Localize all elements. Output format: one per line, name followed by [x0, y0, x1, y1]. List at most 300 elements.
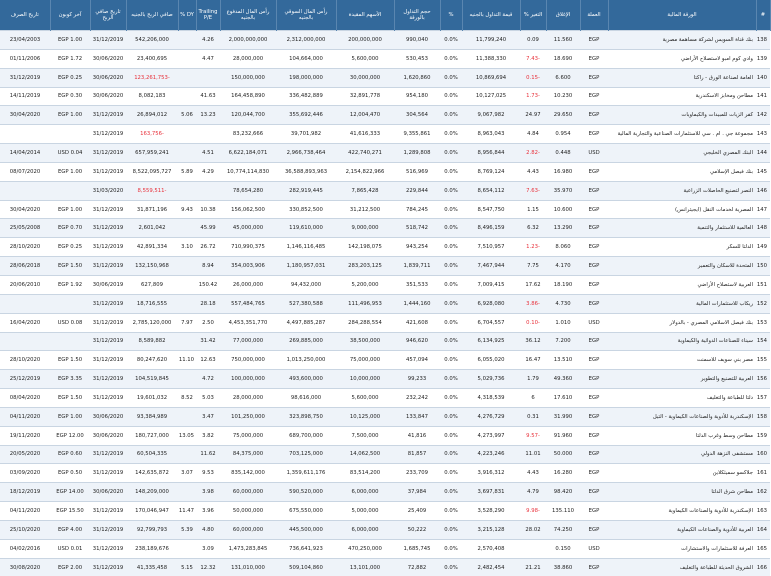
- net-profit-date: 31/12/2019: [90, 294, 126, 313]
- close-price: 13.510: [546, 351, 580, 370]
- dividend-yield: 9.43: [178, 200, 196, 219]
- value-pct: 0.0%: [440, 31, 462, 50]
- net-profit: 60,504,335: [126, 445, 178, 464]
- dividend-yield: [178, 483, 196, 502]
- net-profit-date: 31/12/2019: [90, 257, 126, 276]
- trailing-pe: 3.82: [196, 426, 220, 445]
- listed-shares: 13,101,000: [336, 558, 394, 576]
- row-number: 140: [756, 68, 770, 87]
- security-name[interactable]: مصر بني سويف للاسمنت: [608, 351, 756, 370]
- currency: EGP: [580, 464, 608, 483]
- trailing-pe: [196, 68, 220, 87]
- volume: 99,233: [394, 370, 440, 389]
- net-profit: 170,046,947: [126, 502, 178, 521]
- trailing-pe: 26.72: [196, 238, 220, 257]
- security-name[interactable]: ريكاب للاستثمارات المالية: [608, 294, 756, 313]
- row-number: 149: [756, 238, 770, 257]
- traded-value: 4,276,729: [462, 407, 520, 426]
- traded-value: 4,273,997: [462, 426, 520, 445]
- table-row[interactable]: [0, 257, 770, 276]
- change-pct: 21.21: [520, 558, 546, 576]
- market-cap: 1,359,611,176: [276, 464, 336, 483]
- listed-shares: 5,000,000: [336, 502, 394, 521]
- security-name[interactable]: الإسكندرية للأدوية والصناعات الكيماوية - التيل: [608, 407, 756, 426]
- dividend-yield: [178, 407, 196, 426]
- table-row[interactable]: [0, 219, 770, 238]
- last-coupon: USD 0.08: [50, 313, 90, 332]
- table-header: [0, 0, 770, 31]
- security-name[interactable]: المتحدة للاسكان والتعمير: [608, 257, 756, 276]
- col-dy-header[interactable]: DY %: [178, 0, 196, 31]
- security-name[interactable]: دلتا للطباعة والتغليف: [608, 389, 756, 408]
- col-security-header[interactable]: الورقة المالية: [608, 0, 756, 31]
- paid-capital: 1,473,283,845: [220, 539, 276, 558]
- value-pct: 0.0%: [440, 219, 462, 238]
- listed-shares: 284,288,554: [336, 313, 394, 332]
- trailing-pe: 4.51: [196, 144, 220, 163]
- market-cap: 198,000,000: [276, 68, 336, 87]
- security-name[interactable]: العربية للتصنيع والتطوير: [608, 370, 756, 389]
- security-name[interactable]: النصر لتصنيع الحاصلات الزراعية: [608, 181, 756, 200]
- dividend-yield: [178, 370, 196, 389]
- net-profit-date: 31/12/2019: [90, 520, 126, 539]
- row-number: 146: [756, 181, 770, 200]
- net-profit: -8,559,511: [126, 181, 178, 200]
- table-row[interactable]: [0, 275, 770, 294]
- traded-value: 8,769,124: [462, 162, 520, 181]
- change-pct: -1.73: [520, 87, 546, 106]
- net-profit-date: 31/12/2019: [90, 238, 126, 257]
- market-cap: 323,898,750: [276, 407, 336, 426]
- traded-value: 4,318,539: [462, 389, 520, 408]
- table-row[interactable]: [0, 389, 770, 408]
- volume: 1,839,711: [394, 257, 440, 276]
- change-pct: -7.63: [520, 181, 546, 200]
- value-pct: 0.0%: [440, 313, 462, 332]
- value-pct: 0.0%: [440, 520, 462, 539]
- traded-value: 8,547,750: [462, 200, 520, 219]
- table-row[interactable]: [0, 332, 770, 351]
- trailing-pe: 13.23: [196, 106, 220, 125]
- change-pct: -3.86: [520, 294, 546, 313]
- paid-capital: 710,990,375: [220, 238, 276, 257]
- row-number: 142: [756, 106, 770, 125]
- payment-date: 23/04/2003: [0, 31, 50, 50]
- volume: 232,242: [394, 389, 440, 408]
- paid-capital: 131,010,000: [220, 558, 276, 576]
- security-name[interactable]: العالمية للاستثمار والتنمية: [608, 219, 756, 238]
- paid-capital: 557,484,765: [220, 294, 276, 313]
- table-row[interactable]: [0, 539, 770, 558]
- net-profit: 26,894,012: [126, 106, 178, 125]
- net-profit: 627,809: [126, 275, 178, 294]
- table-row[interactable]: [0, 313, 770, 332]
- col-paid-capital-header[interactable]: رأس المال المدفوع بالجنيه: [220, 0, 276, 31]
- listed-shares: 30,000,000: [336, 68, 394, 87]
- col-change-pct-header[interactable]: التغير %: [520, 0, 546, 31]
- security-name[interactable]: بنك قناة السويس لشركة مساهمة مصرية: [608, 31, 756, 50]
- volume: 946,620: [394, 332, 440, 351]
- traded-value: 7,510,957: [462, 238, 520, 257]
- net-profit-date: 31/12/2019: [90, 144, 126, 163]
- last-coupon: EGP 1.00: [50, 106, 90, 125]
- market-cap: 282,919,445: [276, 181, 336, 200]
- net-profit: 41,335,458: [126, 558, 178, 576]
- value-pct: 0.0%: [440, 389, 462, 408]
- security-name[interactable]: مطاحن ومخابز الاسكندرية: [608, 87, 756, 106]
- listed-shares: 2,154,822,966: [336, 162, 394, 181]
- col-pct-header[interactable]: %: [440, 0, 462, 31]
- net-profit-date: 31/12/2019: [90, 332, 126, 351]
- paid-capital: 835,142,000: [220, 464, 276, 483]
- change-pct: 0.09: [520, 31, 546, 50]
- col-last-coupon-header[interactable]: آخر كوبون: [50, 0, 90, 31]
- trailing-pe: 4.72: [196, 370, 220, 389]
- change-pct: 1.15: [520, 200, 546, 219]
- market-cap: 36,588,893,963: [276, 162, 336, 181]
- dividend-yield: [178, 445, 196, 464]
- net-profit-date: 30/06/2020: [90, 407, 126, 426]
- last-coupon: EGP 1.00: [50, 162, 90, 181]
- payment-date: 16/04/2020: [0, 313, 50, 332]
- table-row[interactable]: [0, 106, 770, 125]
- market-cap: 336,482,889: [276, 87, 336, 106]
- currency: EGP: [580, 275, 608, 294]
- last-coupon: EGP 1.92: [50, 275, 90, 294]
- net-profit-date: 31/12/2019: [90, 125, 126, 144]
- dividend-yield: [178, 181, 196, 200]
- dividend-yield: 3.07: [178, 464, 196, 483]
- close-price: 74.250: [546, 520, 580, 539]
- paid-capital: 101,250,000: [220, 407, 276, 426]
- col-market-cap-header[interactable]: رأس المال السوقي بالجنيه: [276, 0, 336, 31]
- net-profit: 93,384,989: [126, 407, 178, 426]
- payment-date: 25/05/2008: [0, 219, 50, 238]
- col-listed-shares-header[interactable]: الأسهم المقيدة: [336, 0, 394, 31]
- net-profit: 104,519,845: [126, 370, 178, 389]
- traded-value: 7,467,944: [462, 257, 520, 276]
- volume: 25,409: [394, 502, 440, 521]
- close-price: 8.060: [546, 238, 580, 257]
- table-row[interactable]: [0, 520, 770, 539]
- net-profit: 8,522,095,727: [126, 162, 178, 181]
- dividend-yield: [178, 294, 196, 313]
- listed-shares: 5,200,000: [336, 275, 394, 294]
- net-profit: 80,247,620: [126, 351, 178, 370]
- security-name[interactable]: مطاحن وسط وغرب الدلتا: [608, 426, 756, 445]
- close-price: 10.230: [546, 87, 580, 106]
- table-row[interactable]: [0, 68, 770, 87]
- row-number: 162: [756, 483, 770, 502]
- net-profit: 8,589,882: [126, 332, 178, 351]
- dividend-yield: 5.15: [178, 558, 196, 576]
- security-name[interactable]: العربية لاستصلاح الأراضي: [608, 275, 756, 294]
- paid-capital: 28,000,000: [220, 49, 276, 68]
- value-pct: 0.0%: [440, 162, 462, 181]
- col-trailing-pe-header[interactable]: Trailing P/E: [196, 0, 220, 31]
- paid-capital: 84,375,000: [220, 445, 276, 464]
- trailing-pe: 41.63: [196, 87, 220, 106]
- volume: 304,564: [394, 106, 440, 125]
- volume: 421,608: [394, 313, 440, 332]
- volume: 518,742: [394, 219, 440, 238]
- last-coupon: EGP 1.50: [50, 389, 90, 408]
- last-coupon: EGP 2.00: [50, 558, 90, 576]
- col-payment-date-header[interactable]: تاريخ الصرف: [0, 0, 50, 31]
- dividend-yield: [178, 31, 196, 50]
- listed-shares: 5,600,000: [336, 49, 394, 68]
- close-price: 10.600: [546, 200, 580, 219]
- market-cap: 590,520,000: [276, 483, 336, 502]
- currency: EGP: [580, 426, 608, 445]
- value-pct: 0.0%: [440, 351, 462, 370]
- net-profit-date: 31/12/2019: [90, 445, 126, 464]
- col-number-header[interactable]: #: [756, 0, 770, 31]
- traded-value: 10,869,694: [462, 68, 520, 87]
- security-name[interactable]: العامة لصناعة الورق - راكتا: [608, 68, 756, 87]
- table-row[interactable]: [0, 370, 770, 389]
- security-name[interactable]: العربية للأدوية والصناعات الكيماوية: [608, 520, 756, 539]
- table-row[interactable]: [0, 351, 770, 370]
- currency: EGP: [580, 370, 608, 389]
- paid-capital: 4,453,351,770: [220, 313, 276, 332]
- dividend-yield: [178, 49, 196, 68]
- market-cap: 736,641,923: [276, 539, 336, 558]
- col-traded-value-header[interactable]: قيمة التداول بالجنيه: [462, 0, 520, 31]
- close-price: 50.000: [546, 445, 580, 464]
- market-cap: 98,616,000: [276, 389, 336, 408]
- volume: 1,685,745: [394, 539, 440, 558]
- change-pct: 11.01: [520, 445, 546, 464]
- currency: EGP: [580, 558, 608, 576]
- col-close-header[interactable]: الإغلاق: [546, 0, 580, 31]
- listed-shares: 75,000,000: [336, 351, 394, 370]
- change-pct: 17.62: [520, 275, 546, 294]
- payment-date: 28/10/2020: [0, 238, 50, 257]
- table-row[interactable]: [0, 426, 770, 445]
- market-cap: 330,852,500: [276, 200, 336, 219]
- change-pct: 7.75: [520, 257, 546, 276]
- close-price: 4.730: [546, 294, 580, 313]
- table-row[interactable]: [0, 445, 770, 464]
- currency: EGP: [580, 257, 608, 276]
- change-pct: [520, 539, 546, 558]
- table-row[interactable]: [0, 294, 770, 313]
- value-pct: 0.0%: [440, 87, 462, 106]
- table-row[interactable]: [0, 144, 770, 163]
- market-cap: 1,013,250,000: [276, 351, 336, 370]
- paid-capital: 60,000,000: [220, 483, 276, 502]
- market-cap: 269,885,000: [276, 332, 336, 351]
- value-pct: 0.0%: [440, 144, 462, 163]
- value-pct: 0.0%: [440, 200, 462, 219]
- net-profit: 148,209,000: [126, 483, 178, 502]
- last-coupon: [50, 294, 90, 313]
- volume: 1,289,808: [394, 144, 440, 163]
- security-name[interactable]: مستشفى النزهة الدولي: [608, 445, 756, 464]
- security-name[interactable]: وادي كوم امبو لاستصلاح الأراضي: [608, 49, 756, 68]
- change-pct: 4.79: [520, 483, 546, 502]
- volume: 457,094: [394, 351, 440, 370]
- row-number: 141: [756, 87, 770, 106]
- row-number: 161: [756, 464, 770, 483]
- net-profit: 238,189,676: [126, 539, 178, 558]
- listed-shares: 14,062,500: [336, 445, 394, 464]
- market-cap: 703,125,000: [276, 445, 336, 464]
- table-row[interactable]: [0, 181, 770, 200]
- table-row[interactable]: [0, 200, 770, 219]
- net-profit-date: 30/06/2020: [90, 68, 126, 87]
- volume: 37,984: [394, 483, 440, 502]
- paid-capital: 750,000,000: [220, 351, 276, 370]
- volume: 133,847: [394, 407, 440, 426]
- security-name[interactable]: كفر الزيات للمبيدات والكيماويات: [608, 106, 756, 125]
- net-profit-date: 31/12/2019: [90, 464, 126, 483]
- col-net-profit-date-header[interactable]: تاريخ صافي الربح: [90, 0, 126, 31]
- net-profit-date: 31/12/2019: [90, 106, 126, 125]
- table-row[interactable]: [0, 31, 770, 50]
- value-pct: 0.0%: [440, 332, 462, 351]
- listed-shares: 9,000,000: [336, 219, 394, 238]
- value-pct: 0.0%: [440, 275, 462, 294]
- market-cap: 675,550,000: [276, 502, 336, 521]
- security-name[interactable]: الشروق الحديثة للطباعة والتغليف: [608, 558, 756, 576]
- value-pct: 0.0%: [440, 558, 462, 576]
- close-price: 17.610: [546, 389, 580, 408]
- row-number: 164: [756, 520, 770, 539]
- listed-shares: 83,514,200: [336, 464, 394, 483]
- listed-shares: 32,891,778: [336, 87, 394, 106]
- paid-capital: 2,000,000,000: [220, 31, 276, 50]
- security-name[interactable]: الدلتا للسكر: [608, 238, 756, 257]
- dividend-yield: 8.52: [178, 389, 196, 408]
- currency: USD: [580, 539, 608, 558]
- security-name[interactable]: العرفة للاستثمارات والاستشارات: [608, 539, 756, 558]
- payment-date: 30/08/2020: [0, 558, 50, 576]
- table-row[interactable]: [0, 238, 770, 257]
- security-name[interactable]: مجموعة جي . ام . سي للاستثمارات الصناعية والتجارية المالية: [608, 125, 756, 144]
- security-name[interactable]: المصرية لخدمات النقل (ايجيترانس): [608, 200, 756, 219]
- last-coupon: EGP 1.72: [50, 49, 90, 68]
- close-price: 11.560: [546, 31, 580, 50]
- traded-value: 8,963,043: [462, 125, 520, 144]
- market-cap: 4,497,885,287: [276, 313, 336, 332]
- payment-date: 18/12/2019: [0, 483, 50, 502]
- market-cap: 119,610,000: [276, 219, 336, 238]
- last-coupon: EGP 4.00: [50, 520, 90, 539]
- security-name[interactable]: البنك المصري الخليجي: [608, 144, 756, 163]
- col-volume-header[interactable]: حجم التداول بالورقة: [394, 0, 440, 31]
- currency: EGP: [580, 106, 608, 125]
- net-profit: 8,082,183: [126, 87, 178, 106]
- dividend-yield: [178, 87, 196, 106]
- net-profit-date: 31/12/2019: [90, 502, 126, 521]
- security-name[interactable]: سيناء للصناعات الدوائية والكيماوية: [608, 332, 756, 351]
- traded-value: 11,388,330: [462, 49, 520, 68]
- change-pct: -2.82: [520, 144, 546, 163]
- payment-date: 28/06/2018: [0, 257, 50, 276]
- trailing-pe: 8.94: [196, 257, 220, 276]
- table-row[interactable]: [0, 162, 770, 181]
- col-net-profit-header[interactable]: صافي الربح بالجنيه: [126, 0, 178, 31]
- value-pct: 0.0%: [440, 502, 462, 521]
- row-number: 143: [756, 125, 770, 144]
- change-pct: -0.10: [520, 313, 546, 332]
- payment-date: 03/09/2020: [0, 464, 50, 483]
- trailing-pe: 45.99: [196, 219, 220, 238]
- last-coupon: EGP 1.50: [50, 351, 90, 370]
- change-pct: 24.97: [520, 106, 546, 125]
- volume: 41,816: [394, 426, 440, 445]
- paid-capital: 45,000,000: [220, 219, 276, 238]
- value-pct: 0.0%: [440, 68, 462, 87]
- last-coupon: EGP 12.00: [50, 426, 90, 445]
- row-number: 156: [756, 370, 770, 389]
- payment-date: [0, 125, 50, 144]
- traded-value: 3,215,128: [462, 520, 520, 539]
- net-profit: -163,756: [126, 125, 178, 144]
- table-row[interactable]: [0, 49, 770, 68]
- dividend-yield: 11.47: [178, 502, 196, 521]
- row-number: 144: [756, 144, 770, 163]
- net-profit-date: 30/06/2020: [90, 483, 126, 502]
- table-row[interactable]: [0, 558, 770, 576]
- table-row[interactable]: [0, 125, 770, 144]
- volume: 1,444,160: [394, 294, 440, 313]
- net-profit: 42,891,334: [126, 238, 178, 257]
- close-price: 29.650: [546, 106, 580, 125]
- traded-value: 4,223,246: [462, 445, 520, 464]
- last-coupon: [50, 125, 90, 144]
- market-cap: 2,312,000,000: [276, 31, 336, 50]
- currency: EGP: [580, 68, 608, 87]
- paid-capital: 10,774,114,830: [220, 162, 276, 181]
- security-name[interactable]: مطاحن شرق الدلتا: [608, 483, 756, 502]
- security-name[interactable]: الإسكندرية للأدوية والصناعات الكيماوية: [608, 502, 756, 521]
- table-row[interactable]: [0, 87, 770, 106]
- net-profit: 180,727,000: [126, 426, 178, 445]
- net-profit-date: 30/06/2020: [90, 87, 126, 106]
- row-number: 138: [756, 31, 770, 50]
- last-coupon: EGP 0.30: [50, 87, 90, 106]
- value-pct: 0.0%: [440, 106, 462, 125]
- market-cap: 445,500,000: [276, 520, 336, 539]
- volume: 50,222: [394, 520, 440, 539]
- trailing-pe: 31.42: [196, 332, 220, 351]
- row-number: 148: [756, 219, 770, 238]
- market-cap: 94,432,000: [276, 275, 336, 294]
- table-row[interactable]: [0, 407, 770, 426]
- security-name[interactable]: جلاكسو سميثكلاين: [608, 464, 756, 483]
- trailing-pe: 4.26: [196, 31, 220, 50]
- dividend-yield: 3.10: [178, 238, 196, 257]
- col-currency-header[interactable]: العملة: [580, 0, 608, 31]
- listed-shares: 38,500,000: [336, 332, 394, 351]
- trailing-pe: 12.63: [196, 351, 220, 370]
- table-row[interactable]: [0, 483, 770, 502]
- security-name[interactable]: بنك فيصل الإسلامي: [608, 162, 756, 181]
- traded-value: 8,956,844: [462, 144, 520, 163]
- close-price: 0.448: [546, 144, 580, 163]
- row-number: 152: [756, 294, 770, 313]
- traded-value: 5,029,736: [462, 370, 520, 389]
- last-coupon: USD 0.01: [50, 539, 90, 558]
- market-cap: 39,701,982: [276, 125, 336, 144]
- table-row[interactable]: [0, 502, 770, 521]
- table-row[interactable]: [0, 464, 770, 483]
- row-number: 139: [756, 49, 770, 68]
- security-name[interactable]: بنك فيصل الاسلامي المصري - بالدولار: [608, 313, 756, 332]
